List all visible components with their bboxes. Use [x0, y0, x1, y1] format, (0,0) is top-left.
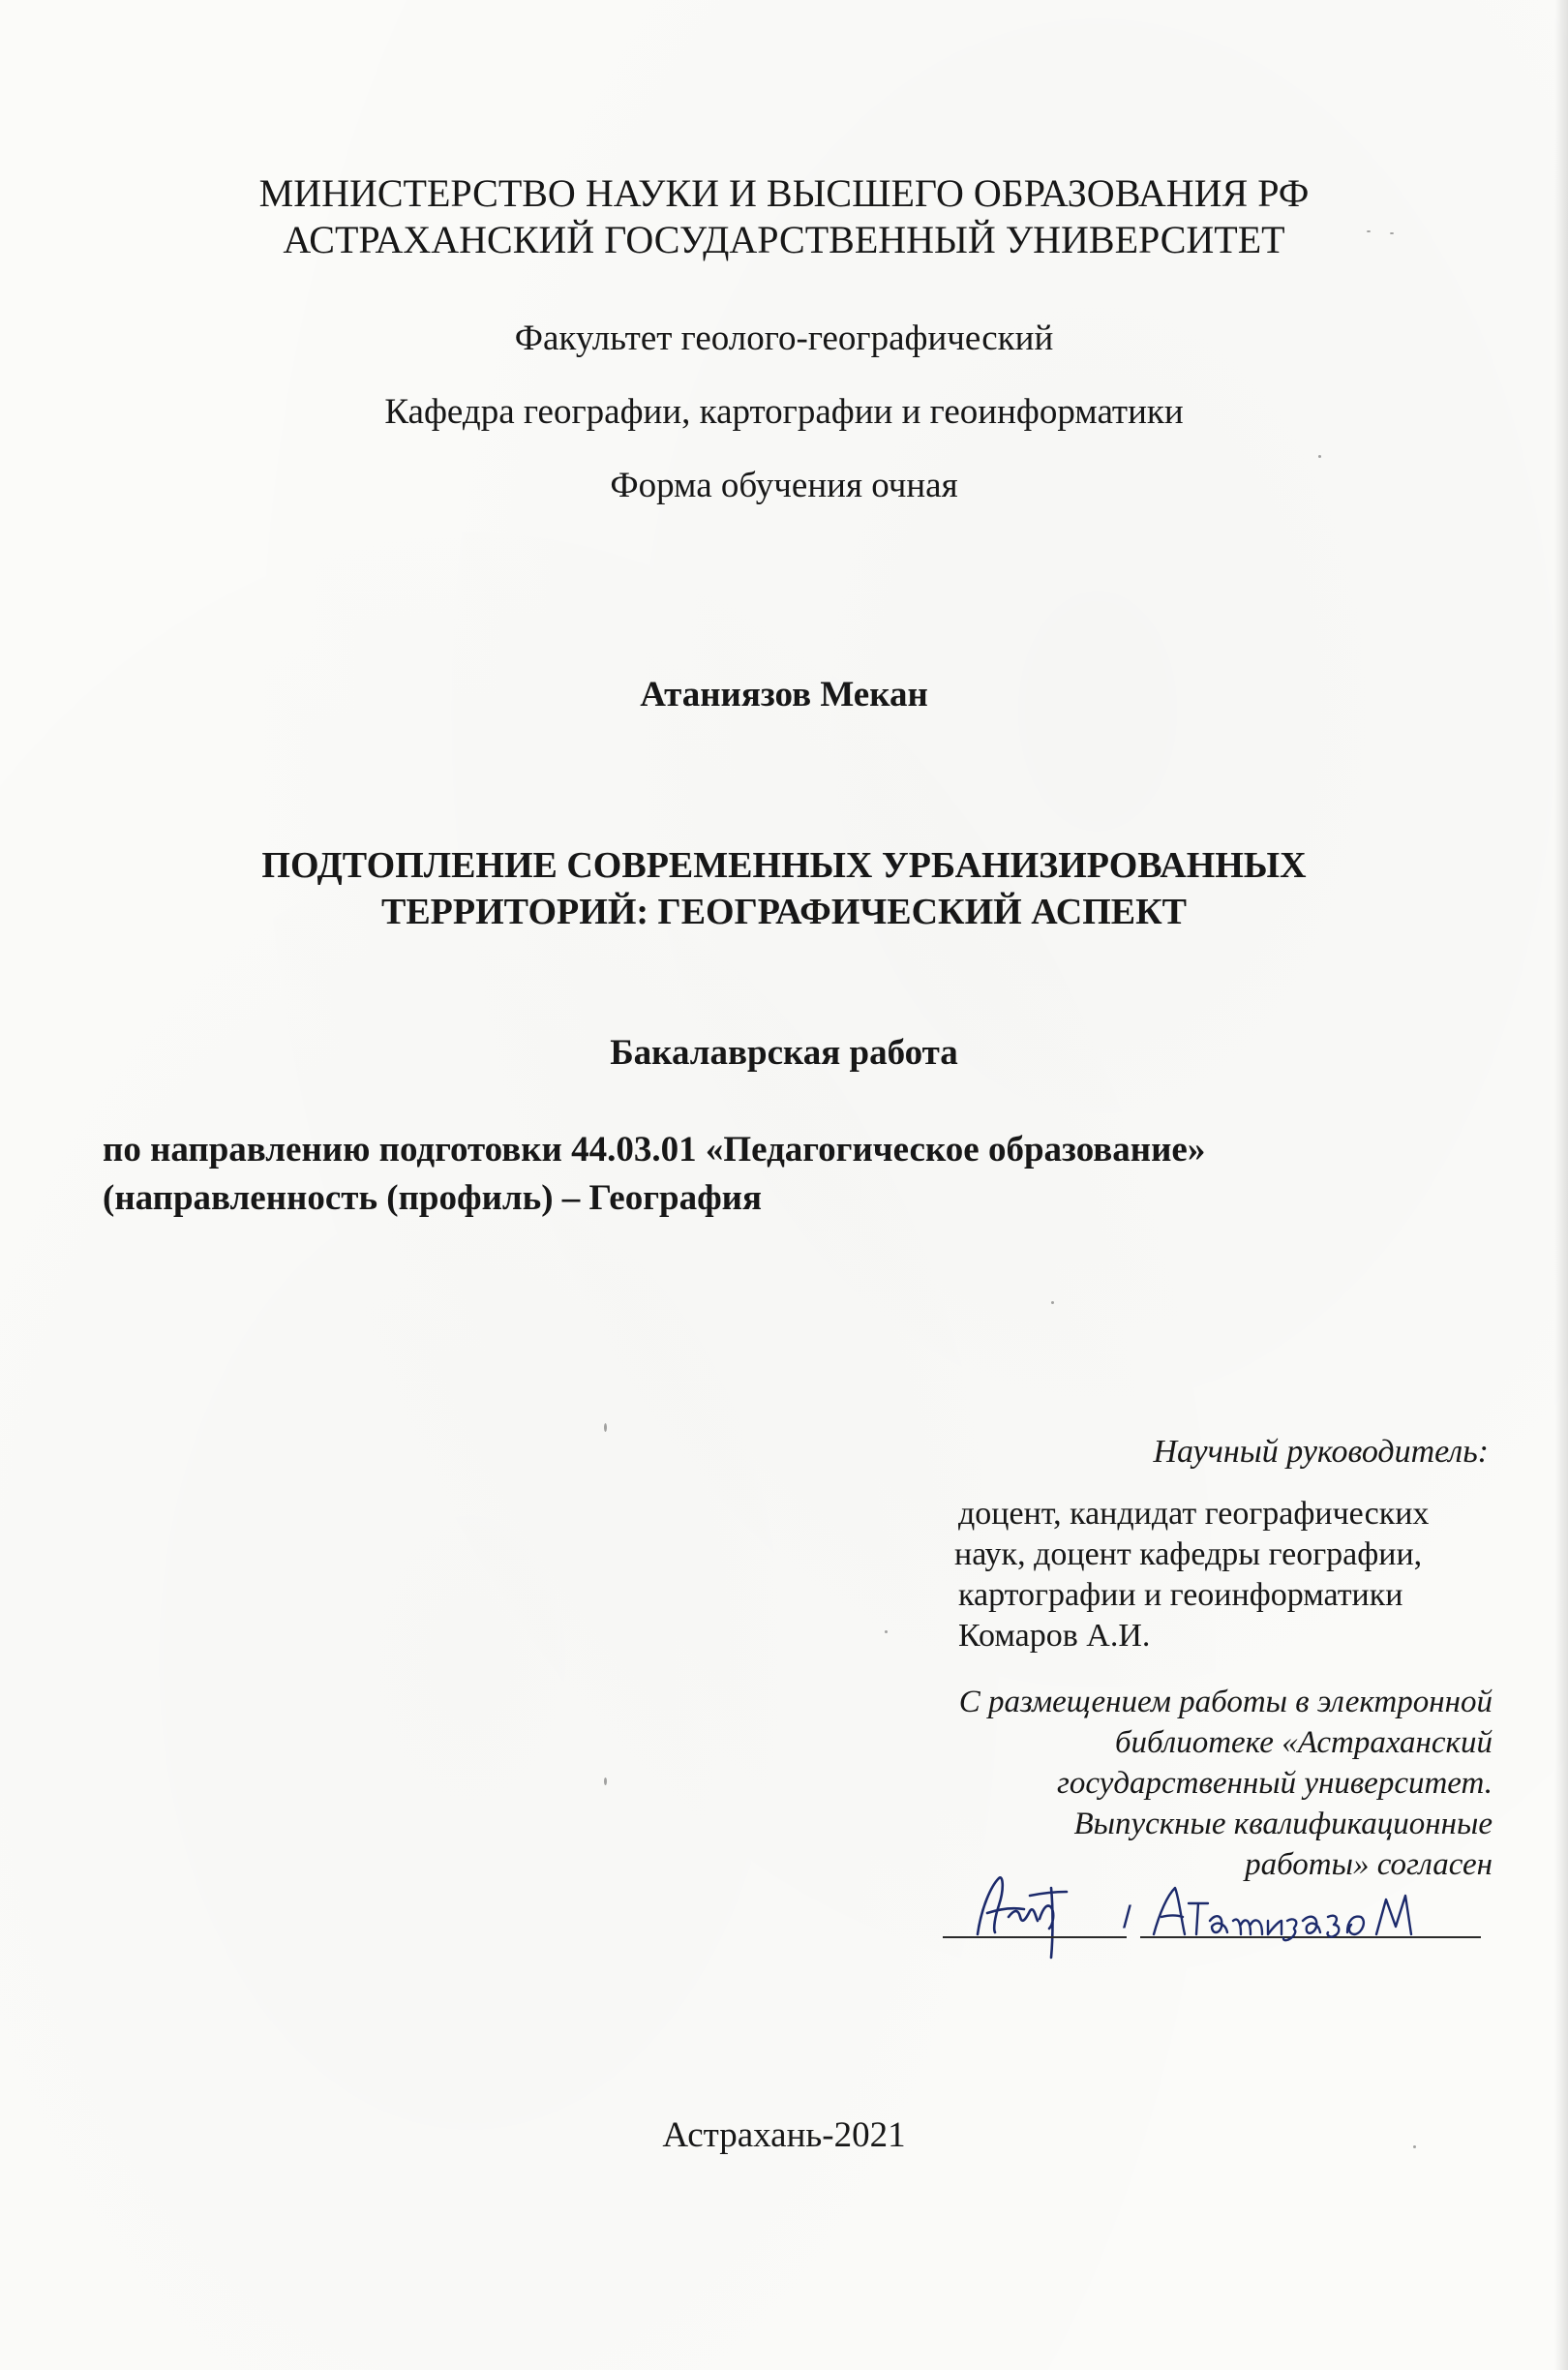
- author-name: Атаниязов Мекан: [640, 675, 928, 714]
- direction-line-2: (направленность (профиль) – География: [103, 1178, 763, 1218]
- thesis-title-line-1: ПОДТОПЛЕНИЕ СОВРЕМЕННЫХ УРБАНИЗИРОВАННЫХ: [261, 845, 1307, 886]
- signature-separator: /: [1123, 1899, 1131, 1934]
- supervisor-line-3: картографии и геоинформатики: [958, 1577, 1403, 1613]
- study-form-line: Форма обучения очная: [610, 466, 958, 505]
- scan-speck: [1318, 455, 1321, 458]
- signature-underline: [943, 1936, 1127, 1938]
- scan-speck: [604, 1778, 607, 1785]
- supervisor-label: Научный руководитель:: [1153, 1434, 1489, 1470]
- direction-line-1: по направлению подготовки 44.03.01 «Педагогическое образование»: [103, 1130, 1206, 1170]
- consent-line-1: С размещением работы в электронной: [958, 1685, 1493, 1719]
- scan-speck: [885, 1630, 888, 1633]
- supervisor-name: Комаров А.И.: [958, 1618, 1151, 1654]
- supervisor-line-1: доцент, кандидат географических: [958, 1496, 1430, 1532]
- faculty-line: Факультет геолого-географический: [514, 319, 1054, 358]
- department-line: Кафедра географии, картографии и геоинформатики: [384, 392, 1184, 432]
- scan-speck: [1413, 2145, 1416, 2148]
- consent-line-3: государственный университет.: [1057, 1766, 1493, 1801]
- handwritten-name: [1148, 1878, 1419, 1946]
- work-type: Бакалаврская работа: [610, 1033, 958, 1073]
- handwritten-signature: [970, 1849, 1076, 1965]
- university-heading: АСТРАХАНСКИЙ ГОСУДАРСТВЕННЫЙ УНИВЕРСИТЕТ: [283, 218, 1285, 261]
- scan-speck: [1051, 1301, 1054, 1304]
- city-year: Астрахань-2021: [662, 2115, 906, 2155]
- thesis-title-line-2: ТЕРРИТОРИЙ: ГЕОГРАФИЧЕСКИЙ АСПЕКТ: [380, 892, 1188, 932]
- supervisor-line-2: наук, доцент кафедры географии,: [954, 1536, 1423, 1572]
- ministry-heading: МИНИСТЕРСТВО НАУКИ И ВЫСШЕГО ОБРАЗОВАНИЯ РФ: [258, 171, 1310, 215]
- consent-line-5: работы» согласен: [1245, 1847, 1493, 1882]
- scan-speck: [1367, 230, 1371, 232]
- consent-line-2: библиотеке «Астраханский: [1114, 1725, 1493, 1760]
- scan-speck: [1390, 232, 1394, 234]
- consent-line-4: Выпускные квалификационные: [1073, 1807, 1493, 1841]
- scan-speck: [604, 1423, 607, 1432]
